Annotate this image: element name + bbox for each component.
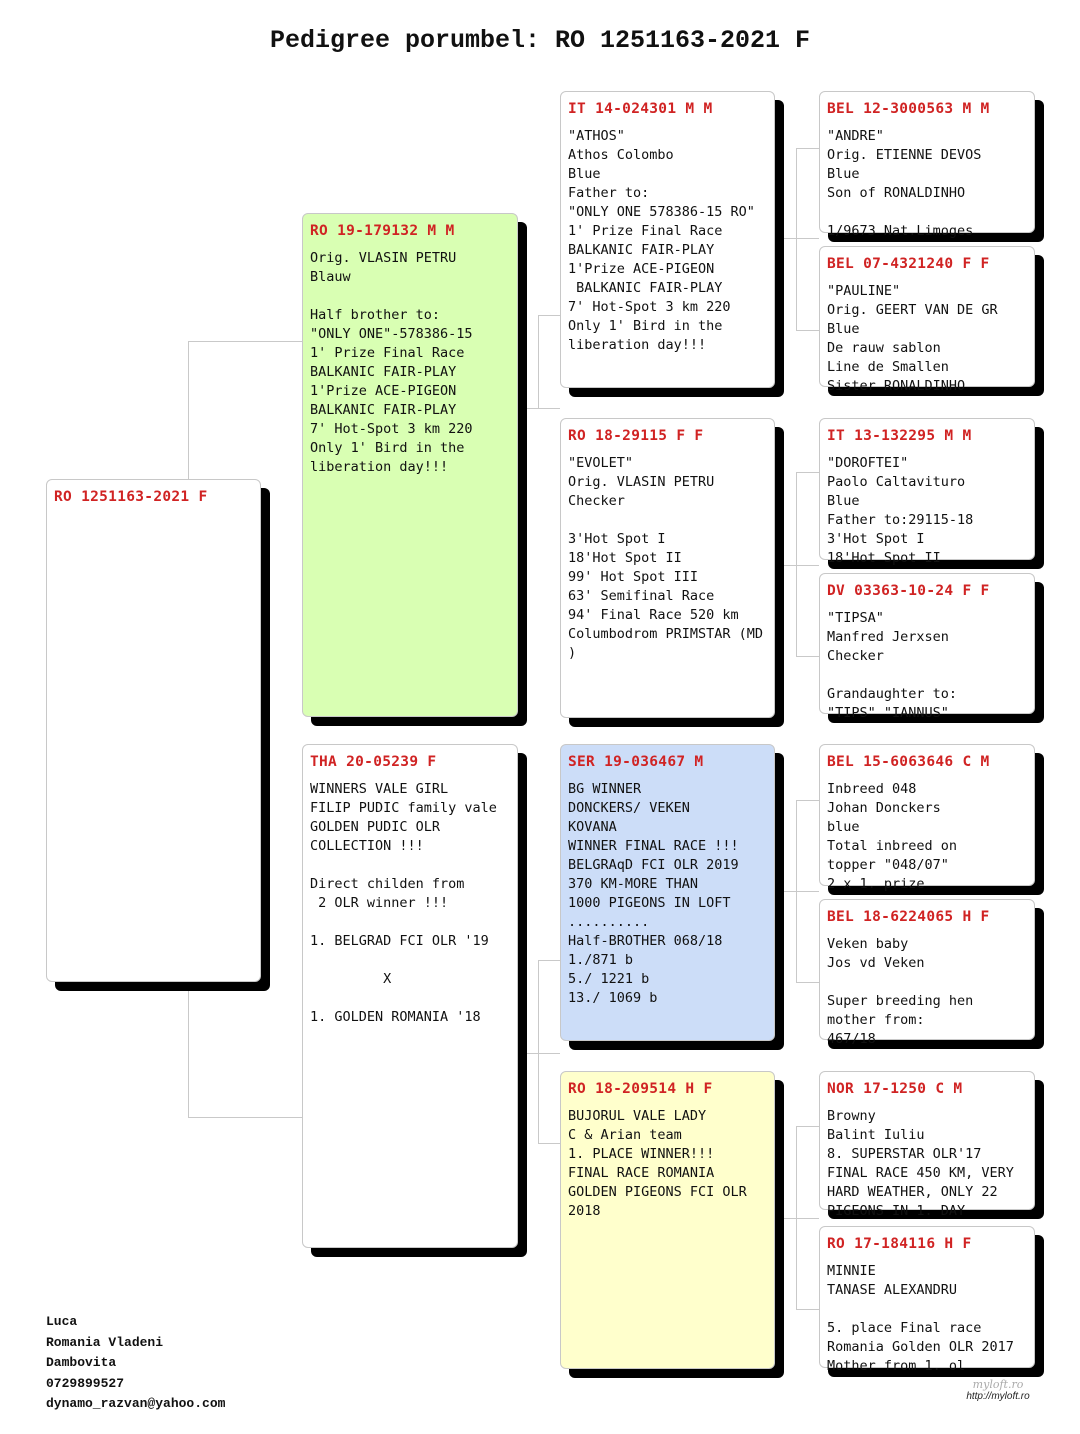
connector-line [188, 1117, 303, 1118]
ring-number: DV 03363-10-24 F F [827, 583, 990, 599]
owner-email[interactable]: dynamo_razvan@yahoo.com [46, 1396, 226, 1411]
sire-dam-card[interactable] [560, 418, 775, 718]
dam-sire-card[interactable] [560, 744, 775, 1041]
granddam-card[interactable] [819, 1226, 1035, 1374]
ring-number: RO 18-209514 H F [568, 1081, 713, 1097]
connector-line [796, 1126, 819, 1127]
pigeon-notes: "EVOLET" Orig. VLASIN PETRU Checker 3'Hot Spot I 18'Hot Spot II 99' Hot Spot III 63' Semifinal Race 94' Final Race 520 km Columbodrom PRIMSTAR (MD ) [568, 455, 764, 661]
ring-number: NOR 17-1250 C M [827, 1081, 963, 1097]
pigeon-notes: WINNERS VALE GIRL FILIP PUDIC family vale GOLDEN PUDIC OLR COLLECTION !!! Direct childen from 2 OLR winner !!! 1. BELGRAD FCI OLR '19 X 1. GOLDEN ROMANIA '18 [310, 781, 497, 1025]
connector-line [538, 960, 539, 1143]
connector-line [796, 472, 819, 473]
ring-number: RO 18-29115 F F [568, 428, 704, 444]
granddam-card[interactable] [819, 899, 1035, 1047]
pigeon-notes: Orig. VLASIN PETRU Blauw Half brother to: "ONLY ONE"-578386-15 1' Prize Final Race BALKANIC FAIR-PLAY 1'Prize ACE-PIGEON BALKANIC FAIR-PLAY 7' Hot-Spot 3 km 220 Only 1' Bird in the liberation day!!! [310, 250, 473, 475]
grandsire-card[interactable] [819, 91, 1035, 239]
connector-line [774, 238, 819, 239]
ring-number: BEL 12-3000563 M M [827, 101, 990, 117]
connector-line [796, 1309, 819, 1310]
myloft-logo[interactable] [958, 1378, 1038, 1402]
owner-phone: 0729899527 [46, 1375, 125, 1391]
ring-number: THA 20-05239 F [310, 754, 437, 770]
pigeon-notes: "TIPSA" Manfred Jerxsen Checker Grandaughter to: "TIPS" "IANNUS" [827, 610, 958, 721]
connector-line [796, 330, 819, 331]
ring-number: IT 13-132295 M M [827, 428, 972, 444]
ring-number: BEL 18-6224065 H F [827, 909, 990, 925]
ring-number: RO 19-179132 M M [310, 223, 455, 239]
owner-name: Luca [46, 1314, 78, 1329]
grandsire-card[interactable] [819, 744, 1035, 892]
owner-location: Romania Vladeni [46, 1334, 164, 1350]
connector-line [796, 148, 819, 149]
pigeon-notes: "PAULINE" Orig. GEERT VAN DE GR Blue De rauw sablon Line de Smallen Sister RONALDINHO [827, 283, 998, 394]
ring-number: BEL 07-4321240 F F [827, 256, 990, 272]
pigeon-notes: "ANDRE" Orig. ETIENNE DEVOS Blue Son of RONALDINHO 1/9673 Nat.Limoges [827, 128, 982, 239]
connector-line [538, 315, 560, 316]
pigeon-notes: BUJORUL VALE LADY C & Arian team 1. PLACE WINNER!!! FINAL RACE ROMANIA GOLDEN PIGEONS FCI OLR 2018 [568, 1108, 747, 1219]
pigeon-notes: BG WINNER DONCKERS/ VEKEN KOVANA WINNER FINAL RACE !!! BELGRAqD FCI OLR 2019 370 KM-MORE THAN 1000 PIGEONS IN LOFT .......... Half-BROTHER 068/18 1./871 b 5./ 1221 b 13./ 1069 b [568, 781, 739, 1006]
pigeon-notes: Veken baby Jos vd Veken Super breeding hen mother from: 467/18 [827, 936, 974, 1047]
pigeon-notes: MINNIE TANASE ALEXANDRU 5. place Final race Romania Golden OLR 2017 Mother from 1. ol [827, 1263, 1014, 1374]
pigeon-notes: "DOROFTEI" Paolo Caltavituro Blue Father to:29115-18 3'Hot Spot I 18'Hot Spot II [827, 455, 974, 566]
subject-pigeon-card[interactable] [46, 479, 261, 982]
owner-contact [46, 1312, 225, 1415]
ring-number: RO 17-184116 H F [827, 1236, 972, 1252]
connector-line [188, 341, 303, 342]
ring-number: BEL 15-6063646 C M [827, 754, 990, 770]
pigeon-notes: Browny Balint Iuliu 8. SUPERSTAR OLR'17 FINAL RACE 450 KM, VERY HARD WEATHER, ONLY 22 PIGEONS IN 1. DAY [827, 1108, 1014, 1219]
grandsire-card[interactable] [819, 418, 1035, 566]
dam-dam-card[interactable] [560, 1071, 775, 1369]
logo-url[interactable]: http://myloft.ro [966, 1391, 1030, 1402]
connector-line [796, 656, 819, 657]
connector-line [538, 1143, 560, 1144]
pigeon-notes [47, 505, 260, 515]
connector-line [796, 982, 819, 983]
connector-line [796, 472, 797, 656]
connector-line [774, 565, 819, 566]
connector-line [538, 960, 560, 961]
connector-line [518, 1053, 560, 1054]
grandsire-card[interactable] [819, 1071, 1035, 1219]
connector-line [538, 315, 539, 408]
dam-card[interactable] [302, 744, 518, 1248]
connector-line [774, 1218, 819, 1219]
sire-card[interactable] [302, 213, 518, 717]
ring-number: RO 1251163-2021 F [54, 489, 208, 505]
granddam-card[interactable] [819, 573, 1035, 721]
ring-number: SER 19-036467 M [568, 754, 704, 770]
sire-sire-card[interactable] [560, 91, 775, 388]
owner-county: Dambovita [46, 1355, 117, 1370]
ring-number: IT 14-024301 M M [568, 101, 713, 117]
granddam-card[interactable] [819, 246, 1035, 394]
pigeon-notes: "ATHOS" Athos Colombo Blue Father to: "ONLY ONE 578386-15 RO" 1' Prize Final Race BALKANIC FAIR-PLAY 1'Prize ACE-PIGEON BALKANIC FAIR-PLAY 7' Hot-Spot 3 km 220 Only 1' Bird in the liberation day!!! [568, 128, 755, 353]
connector-line [796, 148, 797, 330]
connector-line [796, 800, 819, 801]
pigeon-notes: Inbreed 048 Johan Donckers blue Total inbreed on topper "048/07" 2 x 1. prize [827, 781, 958, 892]
logo-mark: myloft.ro [972, 1378, 1024, 1391]
connector-line [774, 891, 819, 892]
page-title: Pedigree porumbel: RO 1251163-2021 F [269, 26, 811, 55]
connector-line [538, 408, 560, 409]
